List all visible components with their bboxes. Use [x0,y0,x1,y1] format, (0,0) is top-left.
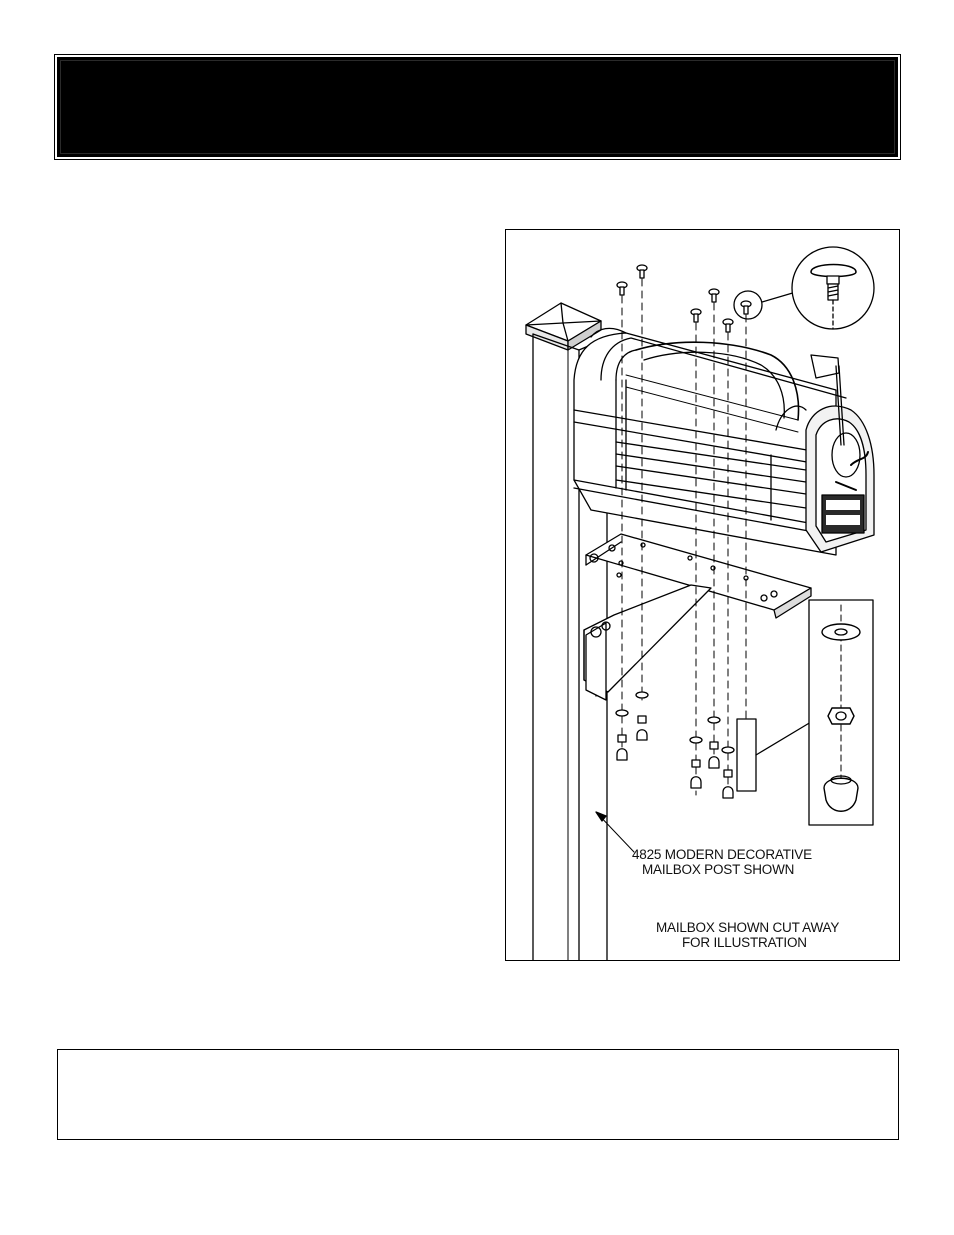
post-cap-icon [526,303,601,350]
assembly-illustration [505,229,900,961]
hardware-stack-icon [616,692,756,798]
post-label [632,847,812,877]
cutaway-label-line2: FOR ILLUSTRATION [682,935,807,950]
note-box [57,1049,899,1140]
mounting-bracket-icon [584,534,811,700]
post-leader-arrow [596,812,634,852]
hardware-detail-box [756,600,873,825]
post-label-line2: MAILBOX POST SHOWN [642,862,795,877]
cutaway-label-line1: MAILBOX SHOWN CUT AWAY [656,920,840,935]
mailbox-body-icon [574,328,846,555]
post-label-line1: 4825 MODERN DECORATIVE [632,847,812,862]
carriage-bolt-icon [617,265,751,332]
cutaway-label [656,920,839,950]
header-inner-line [60,60,895,154]
header-bar [57,57,898,157]
bolt-detail-callout [734,247,874,329]
